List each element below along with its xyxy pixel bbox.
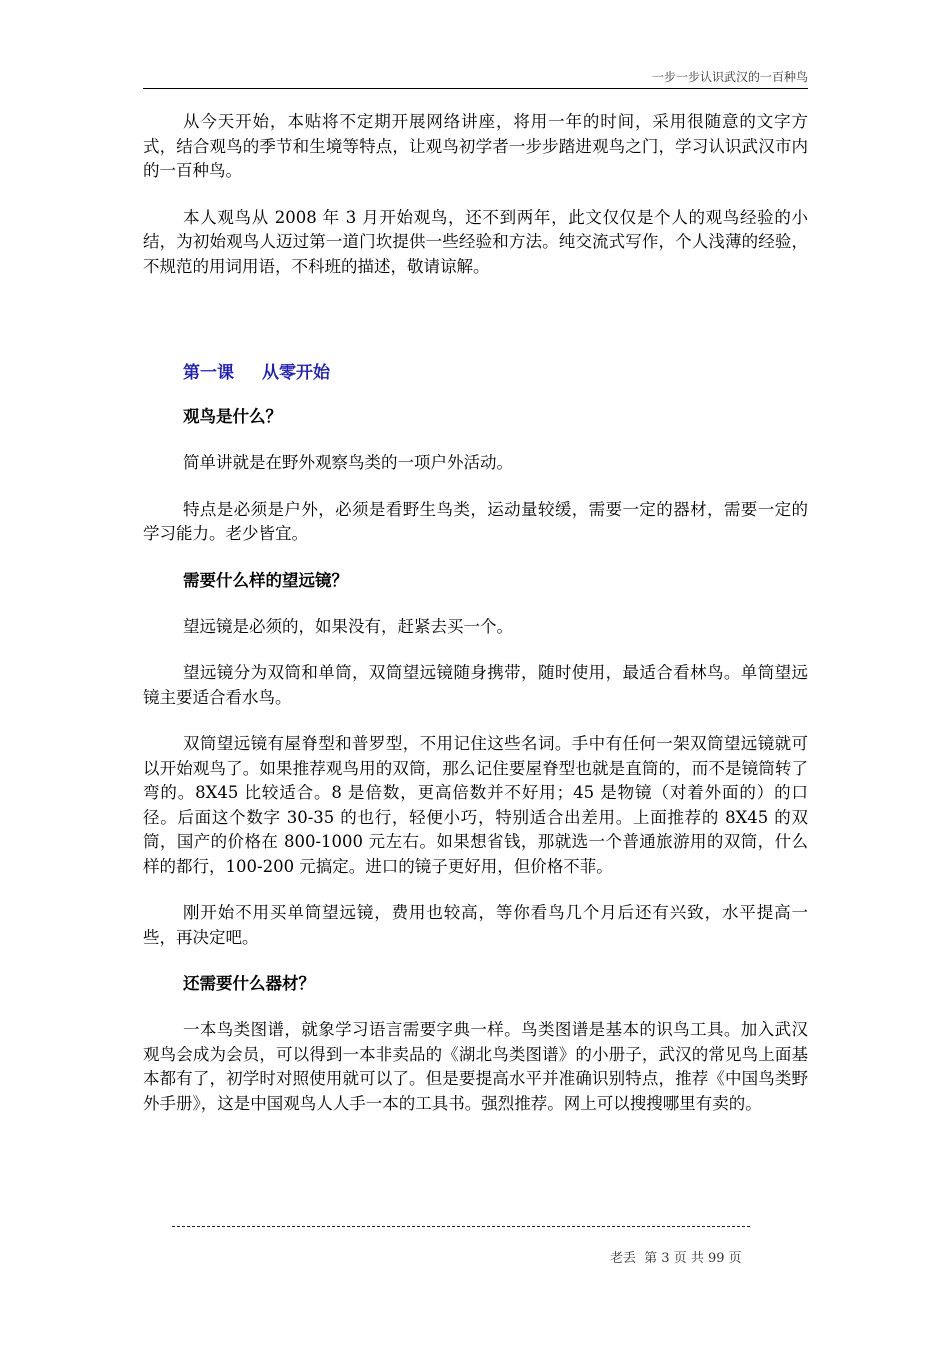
- footer-author: 老丢: [610, 1251, 637, 1266]
- section-paragraph: 望远镜分为双筒和单筒，双筒望远镜随身携带，随时使用，最适合看林鸟。单筒望远镜主要适合看水鸟。: [143, 663, 808, 707]
- page-footer: [610, 1247, 746, 1266]
- section-paragraph: 一本鸟类图谱，就象学习语言需要字典一样。鸟类图谱是基本的识鸟工具。加入武汉观鸟会成为会员，可以得到一本非卖品的《湖北鸟类图谱》的小册子，武汉的常见鸟上面基本都有了，初学时对照使用就可以了。但是要提高水平并准确识别特点，推荐《中国鸟类野外手册》，这是中国观鸟人人手一本的工具书。强烈推荐。网上可以搜搜哪里有卖的。: [143, 1020, 808, 1113]
- lesson-title: [183, 361, 808, 385]
- intro-paragraph-1: 从今天开始，本贴将不定期开展网络讲座，将用一年的时间，采用很随意的文字方式，结合观鸟的季节和生境等特点，让观鸟初学者一步步踏进观鸟之门，学习认识武汉市内的一百种鸟。: [143, 112, 808, 180]
- header-title: 一步一步认识武汉的一百种鸟: [651, 70, 808, 84]
- footer-page-number: 第 3 页 共 99 页: [644, 1251, 742, 1266]
- lesson-name: 从零开始: [262, 363, 330, 383]
- section-heading: 还需要什么器材？: [183, 974, 315, 993]
- section-heading: 观鸟是什么？: [183, 407, 282, 426]
- intro-paragraph-2: 本人观鸟从 2008 年 3 月开始观鸟，还不到两年，此文仅仅是个人的观鸟经验的小结，为初始观鸟人迈过第一道门坎提供一些经验和方法。纯交流式写作，个人浅薄的经验，不规范的用词用语，不科班的描述，敬请谅解。: [143, 207, 808, 276]
- section-heading: 需要什么样的望远镜？: [183, 570, 348, 590]
- section-paragraph: 简单讲就是在野外观察鸟类的一项户外活动。: [183, 453, 513, 472]
- section-paragraph: 双筒望远镜有屋脊型和普罗型，不用记住这些名词。手中有任何一架双筒望远镜就可以开始观鸟了。如果推荐观鸟用的双筒，那么记住要屋脊型也就是直筒的，而不是镜筒转了弯的。8X45 比较适合。8 是倍数，更高倍数并不好用；45 是物镜（对着外面的）的口径。后面这个数字 30-35 的也行，轻便小巧，特别适合出差用。上面推荐的 8X45 的双筒，国产的价格在 800-1000 元左右。如果想省钱，那就选一个普通旅游用的双筒，什么样的都行，100-200 元搞定。进口的镜子更好用，但价格不菲。: [143, 734, 808, 876]
- footer-divider: [172, 1226, 750, 1227]
- section-paragraph: 望远镜是必须的，如果没有，赶紧去买一个。: [183, 616, 513, 636]
- section-paragraph: 特点是必须是户外，必须是看野生鸟类，运动量较缓，需要一定的器材，需要一定的学习能力。老少皆宜。: [143, 499, 808, 543]
- page-header: [143, 64, 808, 89]
- section-paragraph: 刚开始不用买单筒望远镜，费用也较高，等你看鸟几个月后还有兴致，水平提高一些，再决定吧。: [143, 903, 808, 947]
- lesson-number: 第一课: [183, 363, 234, 383]
- document-body: [143, 110, 808, 1138]
